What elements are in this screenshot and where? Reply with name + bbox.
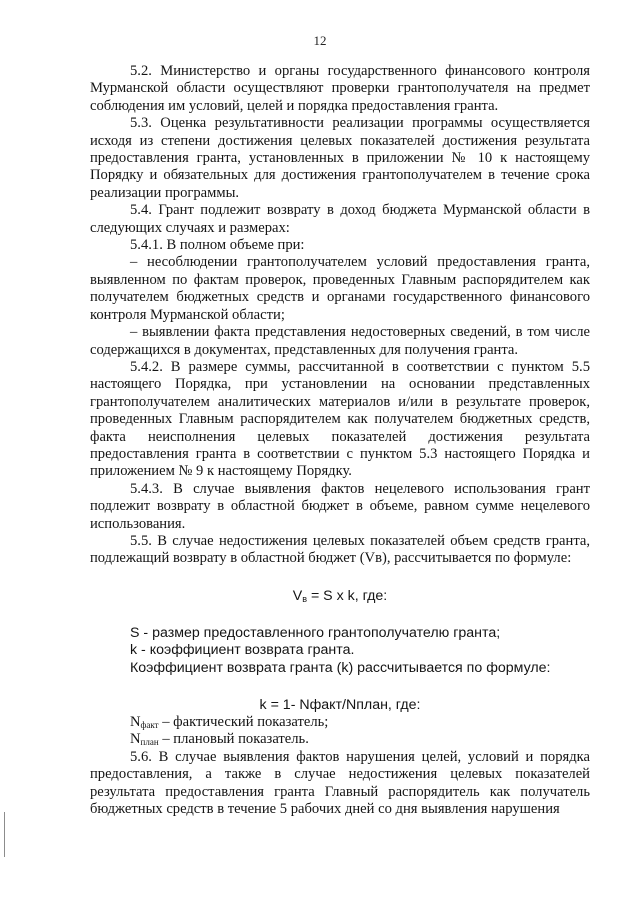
formula-lhs-subscript: в [302, 593, 307, 604]
formula-lhs-v: V [292, 587, 303, 604]
paragraph-5-5: 5.5. В случае недостижения целевых показателей объем средств гранта, подлежащий возврату в областной бюджет (Vв), рассчитывается по формуле: [90, 532, 590, 567]
paragraph-5-2: 5.2. Министерство и органы государственного финансового контроля Мурманской области осуществляют проверки грантополучателя на предмет соблюдения им условий, целей и порядка предоставления гранта. [90, 63, 590, 114]
n-plan-description: – плановый показатель. [158, 731, 309, 748]
n-fact-subscript: факт [140, 720, 159, 730]
page-number: 12 [313, 33, 327, 48]
definition-k-calc: Коэффициент возврата гранта (k) рассчитывается по формуле: [130, 659, 551, 676]
n-fact-description: – фактический показатель; [158, 714, 329, 730]
scan-edge-mark [4, 812, 5, 857]
paragraph-5-4-1: 5.4.1. В полном объеме при: [130, 237, 305, 254]
paragraph-5-4-2: 5.4.2. В размере суммы, рассчитанной в соответствии с пунктом 5.5 настоящего Порядка, при установлении на основании представленных грантополучателем аналитических материалов и/или в результате проверок, проведенных Главным распорядителем как получателем бюджетных средств, факта неисполнения целевых показателей достижения результата предоставления гранта в соответствии с пунктом 5.3 настоящего Порядка и приложением № 9 к настоящему Порядку. [90, 358, 590, 480]
definition-s: S - размер предоставленного грантополучателю гранта; [130, 624, 501, 641]
document-body [90, 63, 590, 818]
formula-rhs: = S x k, где: [307, 587, 388, 604]
definition-n-plan [90, 731, 590, 748]
paragraph-5-6: 5.6. В случае выявления фактов нарушения целей, условий и порядка предоставления, а также в случае недостижения целевых показателей результата предоставления гранта Главный распорядитель как получатель бюджетных средств в течение 5 рабочих дней со дня выявления нарушения [90, 748, 590, 818]
definition-n-fact [90, 714, 590, 731]
definition-k: k - коэффициент возврата гранта. [130, 642, 355, 659]
paragraph-5-4: 5.4. Грант подлежит возврату в доход бюджета Мурманской области в следующих случаях и размерах: [90, 202, 590, 236]
paragraph-5-4-1-item-b: – выявлении факта представления недостоверных сведений, в том числе содержащихся в документах, представленных для получения гранта. [90, 324, 590, 358]
paragraph-5-3: 5.3. Оценка результативности реализации программы осуществляется исходя из степени достижения целевых показателей достижения результата предоставления гранта, установленных в приложении № 10 к настоящему Порядку и обязательных для достижения грантополучателем в течение срока реализации программы. [90, 115, 590, 201]
n-fact-symbol: N [130, 714, 141, 730]
paragraph-5-4-1-item-a: – несоблюдении грантополучателем условий предоставления гранта, выявленном по фактам проверок, проведенных Главным распорядителем как получателем бюджетных средств и органами государственного финансового контроля Мурманской области; [90, 254, 590, 323]
formula-return-coefficient: k = 1- Nфакт/Nплан, где: [259, 697, 421, 713]
paragraph-5-4-3: 5.4.3. В случае выявления фактов нецелевого использования грант подлежит возврату в областной бюджет в объеме, равном сумме нецелевого использования. [90, 480, 590, 532]
n-plan-symbol: N [130, 731, 141, 748]
n-plan-subscript: план [140, 737, 159, 748]
formula-return-volume [90, 587, 590, 605]
